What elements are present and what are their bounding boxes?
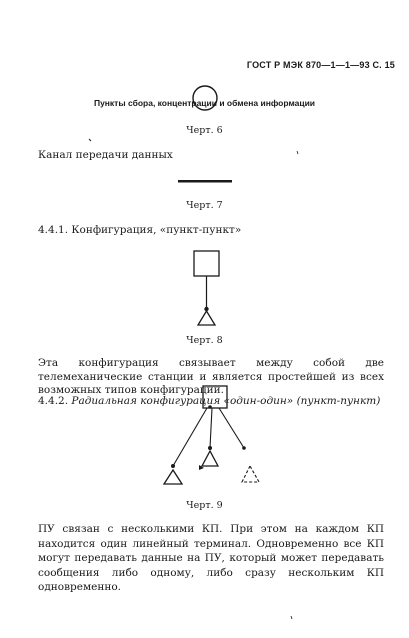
node-left bbox=[171, 464, 175, 468]
data-channel-line bbox=[178, 180, 232, 183]
fig6-caption: Черт. 6 bbox=[186, 125, 223, 136]
paragraph-1: Эта конфигурация связывает между собой две телемеханические станции и является простейшей из всех возможных типов конфигураций. bbox=[38, 357, 384, 396]
fig9-caption: Черт. 9 bbox=[186, 500, 223, 511]
link-left bbox=[173, 408, 207, 466]
speck bbox=[89, 139, 91, 141]
speck bbox=[291, 616, 292, 619]
subsection-441: 4.4.1. Конфигурация, «пункт-пункт» bbox=[38, 224, 242, 236]
slave-station-right bbox=[242, 466, 259, 482]
station-triangle bbox=[198, 311, 215, 325]
subsection-442 bbox=[38, 395, 388, 407]
section-title: Пункты сбора, концентрации и обмена информации bbox=[93, 98, 316, 108]
slave-station-middle bbox=[202, 451, 218, 466]
fig7-caption: Черт. 7 bbox=[186, 200, 223, 211]
link-middle bbox=[210, 408, 212, 448]
speck bbox=[297, 151, 298, 154]
page-header: ГОСТ Р МЭК 870—1—1—93 С. 15 bbox=[246, 60, 395, 70]
fig8-caption: Черт. 8 bbox=[186, 335, 223, 346]
channel-label: Канал передачи данных bbox=[38, 149, 173, 161]
link-right bbox=[219, 408, 244, 448]
station-square bbox=[194, 251, 219, 276]
node-right bbox=[242, 446, 246, 450]
slave-station-left bbox=[164, 470, 182, 484]
paragraph-2: ПУ связан с несколькими КП. При этом на каждом КП находится один линейный терминал. Одновременно все КП могут передавать данные на ПУ, который может передавать сообщения либо одному, либо сразу нескольким КП одновременно. bbox=[38, 523, 384, 593]
subsection-442-number: 4.4.2. bbox=[38, 395, 69, 407]
circle-symbol bbox=[193, 86, 217, 110]
node-middle bbox=[208, 446, 212, 450]
subsection-442-title: Радиальная конфигурация «один-один» (пункт-пункт) bbox=[71, 395, 381, 407]
